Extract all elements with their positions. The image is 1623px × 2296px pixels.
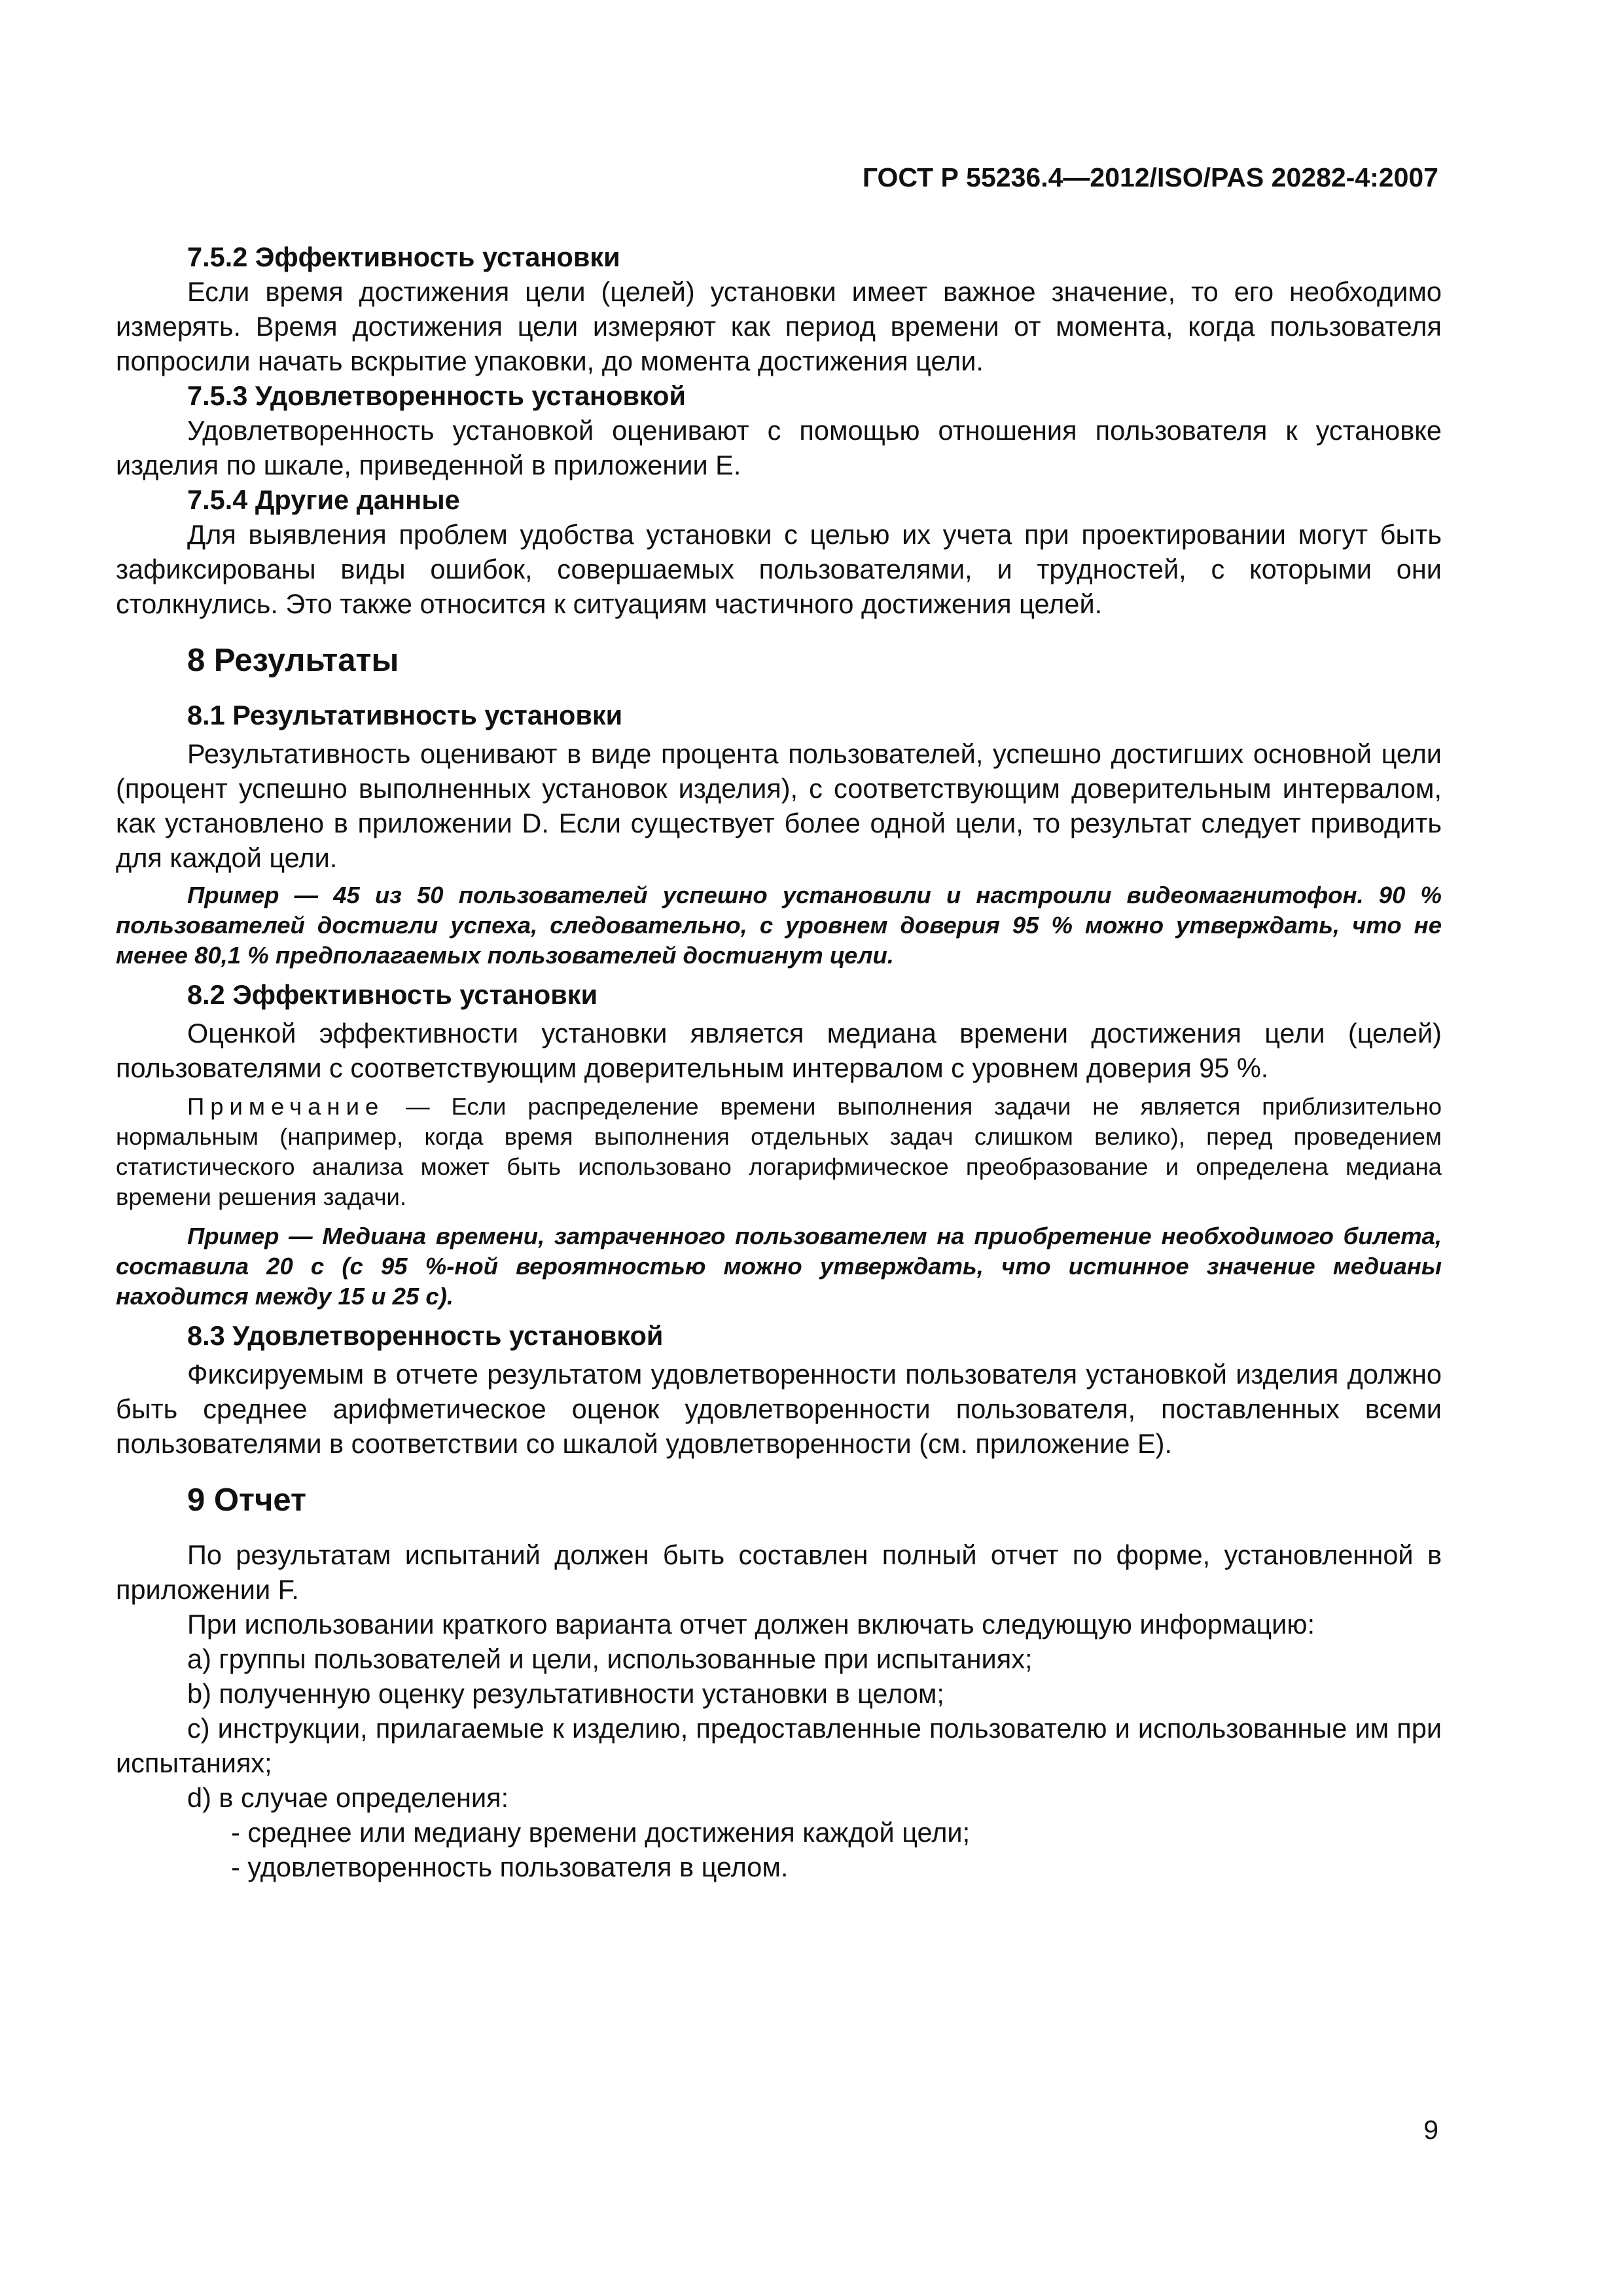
section-heading-7-5-4: 7.5.4 Другие данные bbox=[187, 484, 460, 515]
example-8-2: Пример — Медиана времени, затраченного пользователем на приобретение необходимого билета, составила 20 с (с 95 %-ной вероятностью можно утверждать, что истинное значение медианы находится между 15 и 25 с). bbox=[116, 1223, 1442, 1310]
paragraph-7-5-3: Удовлетворенность установкой оценивают с помощью отношения пользователя к установке изделия по шкале, приведенной в приложении Е. bbox=[116, 415, 1442, 480]
example-8-1: Пример — 45 из 50 пользователей успешно установили и настроили видеомагнитофон. 90 % пользователей достигли успеха, следовательно, с уровнем доверия 95 % можно утверждать, что не менее 80,1 % предполагаемых пользователей достигнут цели. bbox=[116, 882, 1442, 969]
section-heading-8-3: 8.3 Удовлетворенность установкой bbox=[187, 1320, 664, 1351]
paragraph-8-2: Оценкой эффективности установки является медиана времени достижения цели (целей) пользователями с соответствующим доверительным интервалом с уровнем доверия 95 %. bbox=[116, 1018, 1442, 1083]
section-heading-7-5-2: 7.5.2 Эффективность установки bbox=[187, 242, 620, 272]
paragraph-8-3: Фиксируемым в отчете результатом удовлетворенности пользователя установкой изделия должно быть среднее арифметическое оценок удовлетворенности пользователя, поставленных всеми пользователями в соответствии со шкалой удовлетворенности (см. приложение Е). bbox=[116, 1359, 1442, 1459]
paragraph-9-1: По результатам испытаний должен быть составлен полный отчет по форме, установленной в приложении F. bbox=[116, 1539, 1442, 1605]
section-heading-8-1: 8.1 Результативность установки bbox=[187, 700, 623, 730]
paragraph-9-2: При использовании краткого варианта отчет должен включать следующую информацию: bbox=[187, 1609, 1315, 1640]
sub-list-item-2: - удовлетворенность пользователя в целом. bbox=[231, 1852, 789, 1882]
chapter-heading-9: 9 Отчет bbox=[187, 1482, 307, 1518]
sub-list-item-1: - среднее или медиану времени достижения каждой цели; bbox=[231, 1817, 971, 1848]
page-number: 9 bbox=[1423, 2115, 1438, 2145]
paragraph-7-5-2: Если время достижения цели (целей) установки имеет важное значение, то его необходимо измерять. Время достижения цели измеряют как период времени от момента, когда пользователя попросили начать вскрытие упаковки, до момента достижения цели. bbox=[116, 276, 1442, 376]
paragraph-8-1: Результативность оценивают в виде процента пользователей, успешно достигших основной цели (процент успешно выполненных установок изделия), с соответствующим доверительным интервалом, как установлено в приложении D. Если существует более одной цели, то результат следует приводить для каждой цели. bbox=[116, 738, 1442, 873]
list-item-d: d) в случае определения: bbox=[187, 1782, 509, 1813]
list-item-a: a) группы пользователей и цели, использованные при испытаниях; bbox=[187, 1643, 1033, 1674]
note-label: Примечание bbox=[187, 1093, 385, 1120]
chapter-heading-8: 8 Результаты bbox=[187, 643, 399, 678]
paragraph-7-5-4: Для выявления проблем удобства установки с целью их учета при проектировании могут быть зафиксированы виды ошибок, совершаемых пользователями, и трудностей, с которыми они столкнулись. Это также относится к ситуациям частичного достижения целей. bbox=[116, 519, 1442, 619]
section-heading-7-5-3: 7.5.3 Удовлетворенность установкой bbox=[187, 380, 687, 411]
document-header: ГОСТ Р 55236.4—2012/ISO/PAS 20282-4:2007 bbox=[862, 162, 1438, 192]
note-8-2 bbox=[116, 1092, 1442, 1212]
list-item-c: c) инструкции, прилагаемые к изделию, предоставленные пользователю и использованные им при испытаниях; bbox=[116, 1713, 1442, 1778]
note-text: — Если распределение времени выполнения задачи не является приблизительно нормальным (например, когда время выполнения отдельных задач слишком велико), перед проведением статистического анализа может быть использовано логарифмическое преобразование и определена медиана времени решения задачи. bbox=[116, 1093, 1442, 1210]
section-heading-8-2: 8.2 Эффективность установки bbox=[187, 979, 598, 1010]
list-item-b: b) полученную оценку результативности установки в целом; bbox=[187, 1678, 944, 1709]
document-body bbox=[116, 240, 1442, 1884]
